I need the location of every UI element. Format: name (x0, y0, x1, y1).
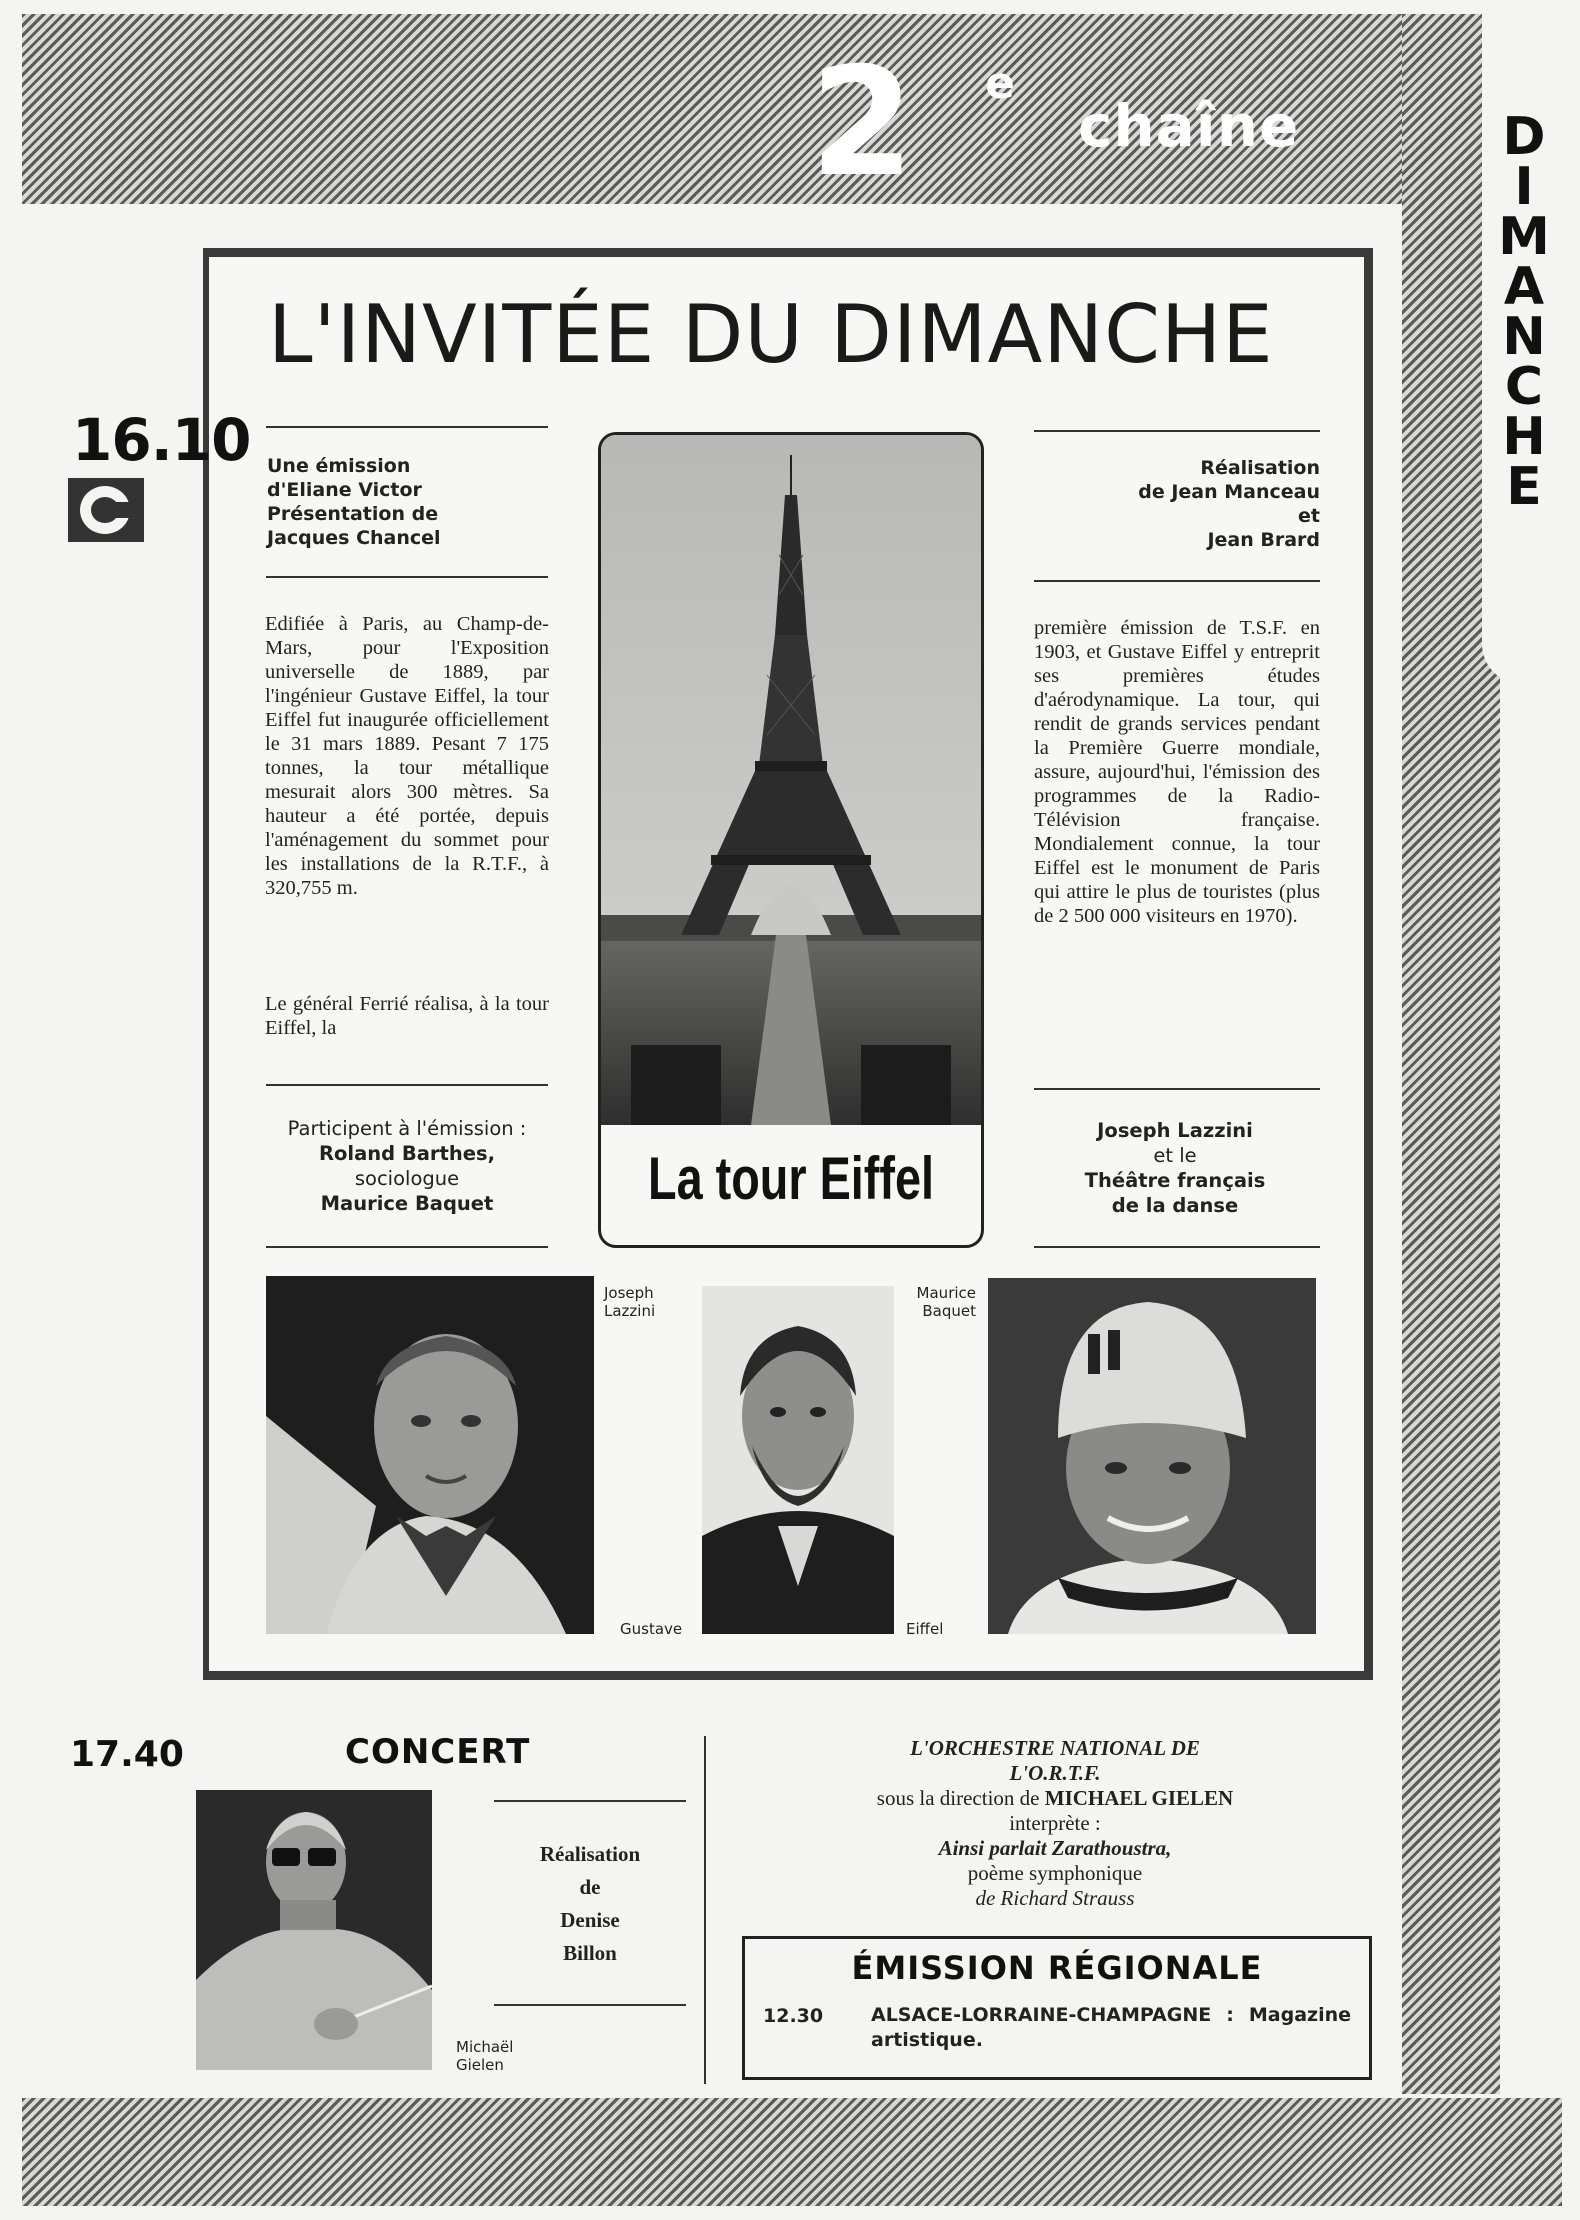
portrait-label-eiffel: Eiffel (906, 1620, 944, 1638)
photo-michael-gielen (196, 1790, 432, 2070)
article-text-left: Edifiée à Paris, au Champ-de-Mars, pour l'Exposition universelle de 1889, par l'ingénieur Gustave Eiffel, la tour Eiffel fut inaugurée officiellement le 31 mars 1889. Pesant 7 175 tonnes, la tour métallique mesurait alors 300 mètres. Sa hauteur a été portée, depuis l'aménagement du sommet pour les installations de la R.T.F., à 320,755 m. (265, 613, 549, 899)
divider (494, 2004, 686, 2006)
day-letter: A (1503, 257, 1545, 317)
work-title: Ainsi parlait Zarathoustra, (938, 1836, 1172, 1860)
portrait-label-gustave: Gustave (620, 1620, 683, 1638)
day-letter: H (1502, 407, 1546, 467)
program-time: 16.10 (72, 406, 251, 474)
portrait-image (266, 1276, 594, 1634)
credit-line: Denise (560, 1908, 620, 1932)
director-credit (1040, 456, 1320, 552)
divider (1034, 580, 1320, 582)
conductor-name: MICHAEL GIELEN (1044, 1786, 1234, 1810)
day-label-vertical (1486, 107, 1562, 517)
portrait-maurice-baquet (988, 1278, 1316, 1634)
participant-line: de la danse (1111, 1194, 1239, 1217)
participant-line: Participent à l'émission : (287, 1117, 527, 1140)
participant-line: Roland Barthes, (319, 1142, 495, 1165)
label-line: Michaël (456, 2038, 514, 2056)
divider (494, 1800, 686, 1802)
direction-prefix: sous la direction de (876, 1786, 1045, 1810)
label-line: Maurice (916, 1284, 976, 1302)
photo-caption: La tour Eiffel (647, 1145, 935, 1212)
credit-line: Réalisation (1200, 457, 1320, 479)
work-genre: poème symphonique (967, 1861, 1143, 1885)
concert-description (720, 1736, 1390, 1911)
regional-program-box (742, 1936, 1372, 2080)
divider (266, 1084, 548, 1086)
eiffel-tower-photo-card (598, 432, 984, 1248)
credit-line: d'Eliane Victor (267, 479, 422, 501)
channel-number: 2 (810, 36, 911, 210)
portrait-label-maurice (894, 1284, 976, 1320)
direction-line (720, 1786, 1390, 1811)
day-letter: N (1502, 307, 1546, 367)
regional-title: ÉMISSION RÉGIONALE (851, 1949, 1263, 1987)
day-letter: C (1504, 357, 1544, 417)
credit-line: de Jean Manceau (1138, 481, 1320, 503)
day-letter: I (1514, 157, 1534, 217)
credit-line: Réalisation (539, 1842, 641, 1866)
participants-right (1030, 1118, 1320, 1218)
portrait-image (988, 1278, 1316, 1634)
label-line: Baquet (922, 1302, 976, 1320)
production-credit (267, 454, 487, 550)
participant-line: Théâtre français (1084, 1169, 1266, 1192)
column-divider (704, 1736, 706, 2084)
credit-line: Présentation de (267, 503, 439, 525)
participants-left (262, 1116, 552, 1216)
participant-line: et le (1153, 1144, 1197, 1167)
photo-label-gielen (456, 2038, 513, 2074)
participant-line: Joseph Lazzini (1097, 1119, 1253, 1142)
channel-superscript: e (985, 58, 1015, 109)
orchestra-name-2: L'O.R.T.F. (1009, 1761, 1101, 1785)
article-text-left-continued: Le général Ferrié réalisa, à la tour Eiffel, la (265, 993, 549, 1039)
credit-line: Une émission (267, 455, 411, 477)
concert-time: 17.40 (70, 1734, 184, 1775)
day-letter: D (1502, 107, 1546, 167)
credit-line: Billon (563, 1941, 617, 1965)
hatched-footer-band (22, 2098, 1562, 2206)
divider (266, 1246, 548, 1248)
eiffel-tower-photo (601, 435, 981, 1125)
label-line: Gielen (456, 2056, 504, 2074)
divider (1034, 1246, 1320, 1248)
credit-line: Jean Brard (1207, 529, 1320, 551)
participant-line: Maurice Baquet (320, 1192, 494, 1215)
divider (266, 426, 548, 428)
feature-title: L'INVITÉE DU DIMANCHE (268, 288, 1274, 381)
credit-line: et (1298, 505, 1320, 527)
portrait-image (196, 1790, 432, 2070)
divider (1034, 430, 1320, 432)
regional-time: 12.30 (763, 2005, 824, 2027)
regional-description: ALSACE-LORRAINE-CHAMPAGNE : Magazine artistique. (871, 2004, 1351, 2051)
concert-title: CONCERT (345, 1732, 531, 1772)
credit-line: Jacques Chancel (267, 527, 441, 549)
color-broadcast-logo (68, 478, 144, 542)
c-logo-gap (108, 502, 138, 518)
label-line: Lazzini (604, 1302, 656, 1320)
portrait-label-joseph (604, 1284, 678, 1320)
orchestra-name: L'ORCHESTRE NATIONAL DE (910, 1736, 1200, 1760)
portrait-image (702, 1286, 894, 1634)
participant-line: sociologue (354, 1167, 460, 1190)
article-text-right: première émission de T.S.F. en 1903, et Gustave Eiffel y entreprit ses premières études d'aérodynamique. La tour, qui rendit de grands services pendant la Première Guerre mondiale, assure, aujourd'hui, l'émission des programmes de la Radio-Télévision française. Mondialement connue, la tour Eiffel est le monument de Paris qui attire le plus de touristes (plus de 2 500 000 visiteurs en 1970). (1034, 617, 1320, 927)
divider (266, 576, 548, 578)
day-letter: E (1506, 457, 1542, 517)
credit-line: de (579, 1875, 601, 1899)
channel-word: chaîne (1078, 92, 1300, 160)
divider (1034, 1088, 1320, 1090)
day-letter: M (1498, 207, 1550, 267)
interprets-line: interprète : (1009, 1811, 1101, 1835)
composer-line: de Richard Strauss (975, 1886, 1135, 1910)
label-line: Joseph (604, 1284, 654, 1302)
portrait-gustave-eiffel (702, 1286, 894, 1634)
portrait-joseph-lazzini (266, 1276, 594, 1634)
concert-credit (500, 1838, 680, 1970)
